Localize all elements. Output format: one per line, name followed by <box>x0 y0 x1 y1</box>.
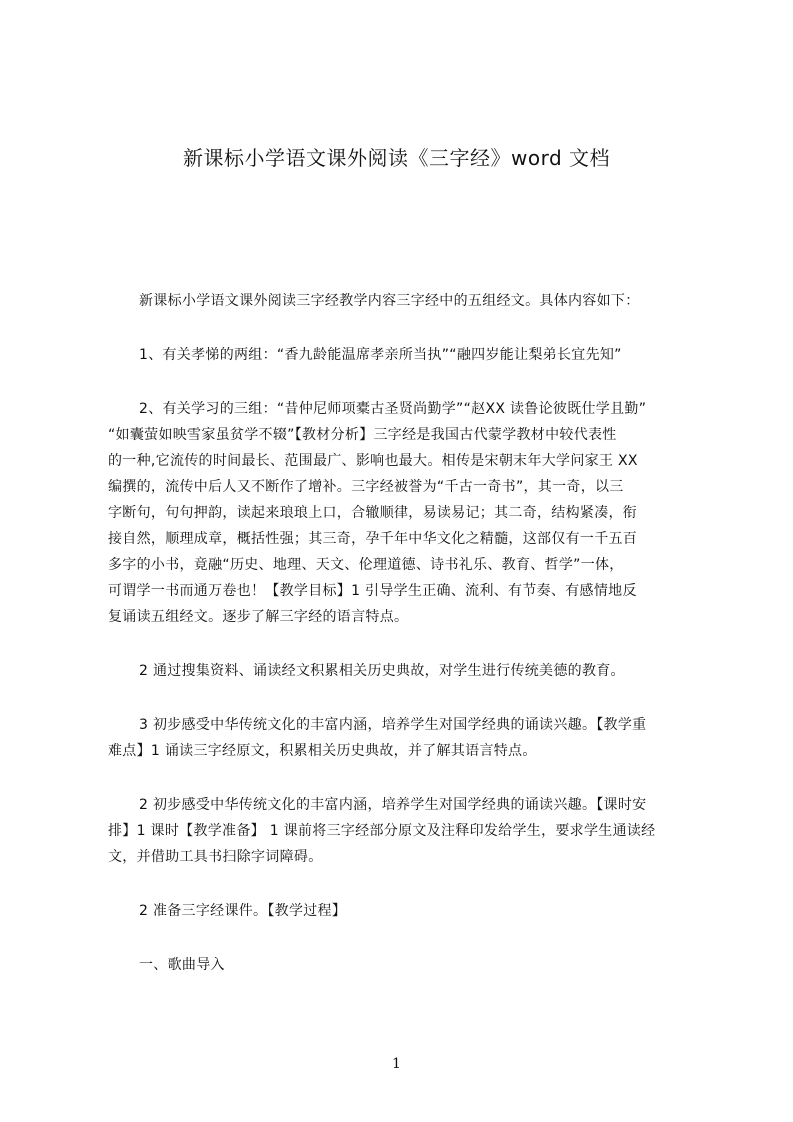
paragraph-learning-line-6: 接自然，顺理成章，概括性强；其三奇，孕千年中华文化之精髓，这部仅有一千五百 <box>108 531 638 547</box>
paragraph-goal-3-line-1: 3 初步感受中华传统文化的丰富内涵，培养学生对国学经典的诵读兴趣。【教学重 <box>139 717 647 733</box>
paragraph-learning-line-4: 编撰的，流传中后人又不断作了增补。三字经被誉为“千古一奇书”，其一奇，以三 <box>108 479 624 495</box>
paragraph-goal-3-line-2: 难点】1 诵读三字经原文，积累相关历史典故，并了解其语言特点。 <box>108 743 537 759</box>
paragraph-learning-line-3: 的一种,它流传的时间最长、范围最广、影响也最大。相传是宋朝末年大学问家王 XX <box>108 453 638 469</box>
paragraph-learning-line-8: 可谓学一书而通万卷也！【教学目标】1 引导学生正确、流利、有节奏、有感情地反 <box>108 583 637 599</box>
section-heading-song-intro: 一、歌曲导入 <box>139 957 225 973</box>
paragraph-learning-line-7: 多字的小书，竟融“历史、地理、天文、伦理道德、诗书礼乐、教育、哲学”一体， <box>108 557 624 573</box>
paragraph-learning-line-5: 字断句，句句押韵，读起来琅琅上口，合辙顺律，易读易记；其二奇，结构紧凑，衔 <box>108 505 638 521</box>
paragraph-goal-2: 2 通过搜集资料、诵读经文积累相关历史典故，对学生进行传统美德的教育。 <box>139 663 625 679</box>
paragraph-difficulty-line-3: 文，并借助工具书扫除字词障碍。 <box>108 849 323 865</box>
paragraph-learning-line-9: 复诵读五组经文。逐步了解三字经的语言特点。 <box>108 609 409 625</box>
paragraph-preparation: 2 准备三字经课件。【教学过程】 <box>139 903 347 919</box>
paragraph-learning-line-2: “如囊萤如映雪家虽贫学不辍”【教材分析】三字经是我国古代蒙学教材中较代表性 <box>108 427 617 443</box>
paragraph-difficulty-line-1: 2 初步感受中华传统文化的丰富内涵，培养学生对国学经典的诵读兴趣。【课时安 <box>139 797 647 813</box>
paragraph-intro: 新课标小学语文课外阅读三字经教学内容三字经中的五组经文。具体内容如下： <box>139 293 640 309</box>
page-number: 1 <box>392 1056 401 1072</box>
document-title: 新课标小学语文课外阅读《三字经》word 文档 <box>182 146 611 170</box>
paragraph-learning-line-1: 2、有关学习的三组：“昔仲尼师项橐古圣贤尚勤学”“赵XX 读鲁论彼既仕学且勤” <box>139 401 647 417</box>
paragraph-filial-piety: 1、有关孝悌的两组：“香九龄能温席孝亲所当执”“融四岁能让梨弟长宜先知” <box>139 347 622 363</box>
paragraph-difficulty-line-2: 排】1 课时【教学准备】 1 课前将三字经部分原文及注释印发给学生，要求学生通读经 <box>108 823 656 839</box>
